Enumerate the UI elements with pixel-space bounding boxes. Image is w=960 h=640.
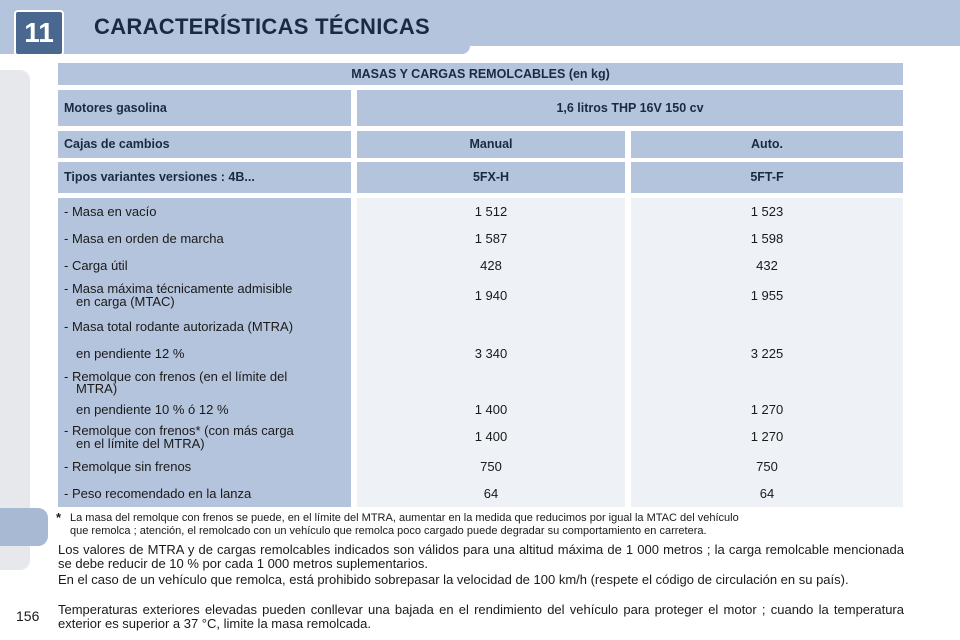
row-value-manual: 1 400 (474, 429, 508, 444)
row-label: - Masa en vacío (64, 204, 157, 219)
row-label: - Remolque sin frenos (64, 459, 192, 474)
row-value-auto: 3 225 (750, 346, 784, 361)
row-label: - Remolque con frenos (en el límite del (64, 369, 288, 384)
paragraph-speed: En el caso de un vehículo que remolca, está prohibido sobrepasar la velocidad de 100 km/h (respete el código de circulación en su país). (58, 572, 849, 587)
row-value-manual: 64 (483, 486, 499, 501)
row-label: - Peso recomendado en la lanza (64, 486, 252, 501)
footnote-marker: * (56, 510, 62, 525)
footnote-line-1: La masa del remolque con frenos se puede, en el límite del MTRA, aumentar en la medida que reducimos por igual la MTAC del vehículo (70, 512, 739, 524)
variant-manual: 5FX-H (357, 162, 625, 193)
row-label: en pendiente 12 % (76, 346, 185, 361)
gearbox-auto: Auto. (631, 131, 903, 158)
row-value-manual: 3 340 (474, 346, 508, 361)
row-value-auto: 1 270 (750, 402, 784, 417)
left-margin-tab (0, 508, 48, 546)
row-value-auto: 1 598 (750, 231, 784, 246)
row-value-manual: 1 940 (474, 288, 508, 303)
row-value-auto: 1 523 (750, 204, 784, 219)
row-value-auto: 1 270 (750, 429, 784, 444)
page-number: 156 (16, 608, 40, 624)
table-caption: MASAS Y CARGAS REMOLCABLES (en kg) (58, 63, 903, 85)
row-label: - Masa máxima técnicamente admisible (64, 281, 293, 296)
row-value-auto: 432 (756, 258, 778, 273)
engine-value: 1,6 litros THP 16V 150 cv (357, 90, 903, 126)
chapter-badge: 11 (14, 10, 64, 56)
row-value-manual: 428 (480, 258, 502, 273)
left-margin-rail (0, 70, 30, 570)
footnote (58, 512, 904, 538)
row-value-manual: 750 (480, 459, 502, 474)
row-value-auto: 64 (759, 486, 775, 501)
row-value-auto: 750 (756, 459, 778, 474)
variants-label: Tipos variantes versiones : 4B... (58, 162, 351, 193)
variant-auto: 5FT-F (631, 162, 903, 193)
row-label-continued: MTRA) (76, 381, 118, 396)
row-value-manual: 1 512 (474, 204, 508, 219)
row-label: - Masa en orden de marcha (64, 231, 224, 246)
page-title: CARACTERÍSTICAS TÉCNICAS (94, 14, 430, 39)
row-label: en pendiente 10 % ó 12 % (76, 402, 229, 417)
paragraph-temperature: Temperaturas exteriores elevadas pueden conllevar una bajada en el rendimiento del vehículo para proteger el motor ; cuando la temperatura exterior es superior a 37 °C, limite la masa remolcada. (58, 602, 904, 631)
header-bar-extension (0, 46, 470, 54)
gearbox-manual: Manual (357, 131, 625, 158)
row-value-manual: 1 587 (474, 231, 508, 246)
row-label: - Remolque con frenos* (con más carga (64, 423, 294, 438)
row-value-auto: 1 955 (750, 288, 784, 303)
gearbox-label: Cajas de cambios (58, 131, 351, 158)
row-value-manual: 1 400 (474, 402, 508, 417)
row-label-continued: en carga (MTAC) (76, 294, 175, 309)
engine-label: Motores gasolina (58, 90, 351, 126)
row-label: - Masa total rodante autorizada (MTRA) (64, 319, 294, 334)
footnote-line-2: que remolca ; atención, el remolcado con un vehículo que remolca poco cargado puede degradar su comportamiento en carretera. (70, 525, 707, 537)
row-label: - Carga útil (64, 258, 128, 273)
row-label-continued: en el límite del MTRA) (76, 436, 205, 451)
paragraph-altitude: Los valores de MTRA y de cargas remolcables indicados son válidos para una altitud máxima de 1 000 metros ; la carga remolcable mencionada se debe reducir de 10 % por cada 1 000 metros suplementarios. (58, 542, 904, 571)
